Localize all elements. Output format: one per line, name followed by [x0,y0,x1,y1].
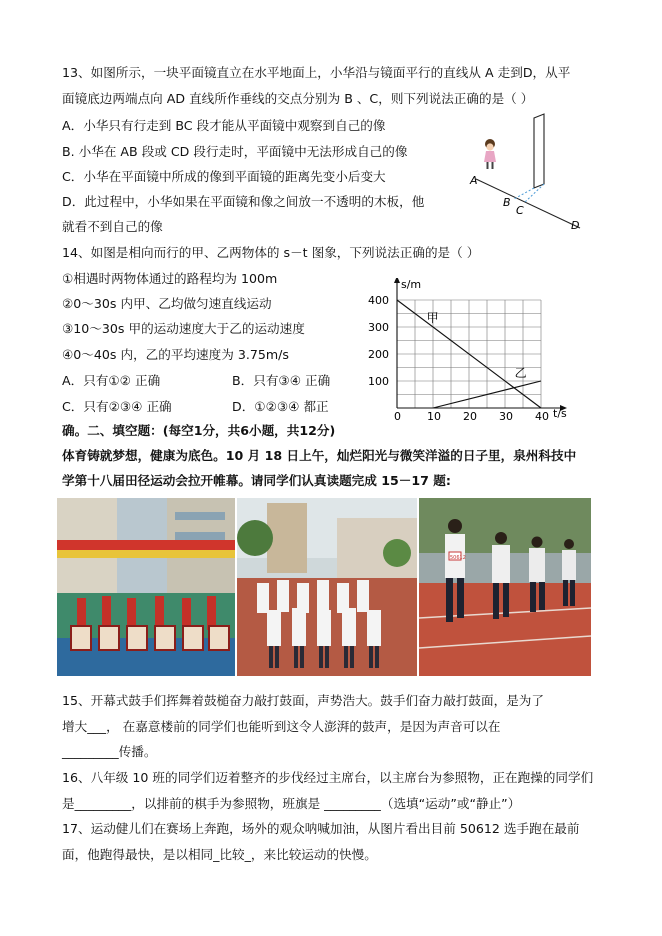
q14-option-a: A．只有①② 正确 [62,373,161,388]
series-label-1: 甲 [426,310,439,325]
x-tick-label: 0 [394,410,401,420]
x-tick-label: 20 [463,410,477,420]
runner-bib: 50612 [450,555,466,561]
y-tick-label: 100 [368,375,389,388]
q14-statement-2: ②0～30s 内甲、乙均做匀速直线运动 [62,296,272,311]
q17-line1: 17、运动健儿们在赛场上奔跑，场外的观众呐喊加油，从图片看出目前 50612 选手跑在最前 [62,821,580,836]
q16-line1: 16、八年级 10 班的同学们迈着整齐的步伐经过主席台，以主席台为参照物，正在跑操的同学们 [62,770,594,785]
q16-line2: 是_________，以排前的棋手为参照物，班旗是 _________（选填“运动”或“静止”） [62,796,521,811]
label-d: D [571,219,580,232]
q13-option-d-line2: 就看不到自己的像 [62,219,163,234]
q13-stem-line1: 13、如图所示，一块平面镜直立在水平地面上，小华沿与镜面平行的直线从 A 走到D，从平 [62,65,571,80]
girl-figure [484,139,496,169]
x-tick-label: 30 [499,410,513,420]
y-tick-label: 200 [368,348,389,361]
label-a: A [470,174,478,187]
y-axis-arrow [394,278,400,283]
q14-option-b: B．只有③④ 正确 [232,373,331,388]
q14-statement-1: ①相遇时两物体通过的路程均为 100m [62,271,278,286]
q15-line2: 增大___， 在嘉意楼前的同学们也能听到这令人澎湃的鼓声，是因为声音可以在 [62,719,501,734]
q14-statement-4: ④0～40s 内，乙的平均速度为 3.75m/s [62,347,289,362]
q14-stem: 14、如图是相向而行的甲、乙两物体的 s－t 图象，下列说法正确的是（ ） [62,245,480,260]
x-axis-label: t/s [553,407,567,420]
y-tick-label: 400 [368,294,389,307]
q13-option-d-line1: D．此过程中，小华如果在平面镜和像之间放一不透明的木板，他 [62,194,425,209]
q17-line2: 面，他跑得最快，是以相同_比较_，来比较运动的快慢。 [62,847,377,862]
q14-option-d: D．①②③④ 都正 [232,399,329,414]
q15-line1: 15、开幕式鼓手们挥舞着鼓槌奋力敲打鼓面，声势浩大。鼓手们奋力敲打鼓面，是为了 [62,693,544,708]
q14-statement-3: ③10～30s 甲的运动速度大于乙的运动速度 [62,321,305,336]
intro-line2: 学第十八届田径运动会拉开帷幕。请同学们认真读题完成 15－17 题: [62,473,451,488]
photo-runners [419,498,591,676]
plane-mirror [534,114,544,188]
mirror-figure [462,112,592,237]
y-axis-label: s/m [401,278,422,291]
walk-line-ad [476,179,580,228]
intro-line1: 体育铸就梦想，健康为底色。10 月 18 日上午，灿烂阳光与微笑洋溢的日子里，泉州科技中 [62,448,577,463]
s-t-chart [360,278,610,420]
photo-drummers [57,498,235,676]
photo-marching [237,498,417,676]
x-tick-label: 10 [427,410,441,420]
q13-option-b: B. 小华在 AB 段或 CD 段行走时，平面镜中无法形成自己的像 [62,144,408,159]
series-label-2: 乙 [514,366,527,381]
x-tick-label: 40 [535,410,549,420]
q13-option-c: C．小华在平面镜中所成的像到平面镜的距离先变小后变大 [62,169,386,184]
section-heading: 确。二、填空题：(每空1分，共6小题，共12分) [62,423,336,438]
y-tick-label: 300 [368,321,389,334]
q13-stem-line2: 面镜底边两端点向 AD 直线所作垂线的交点分别为 B 、C，则下列说法正确的是（ ） [62,91,534,106]
q13-option-a: A．小华只有行走到 BC 段才能从平面镜中观察到自己的像 [62,118,386,133]
perpendicular-b [514,188,534,199]
label-c: C [516,204,524,217]
q15-line3: _________传播。 [62,744,157,759]
label-b: B [503,196,511,209]
q14-option-c: C．只有②③④ 正确 [62,399,172,414]
